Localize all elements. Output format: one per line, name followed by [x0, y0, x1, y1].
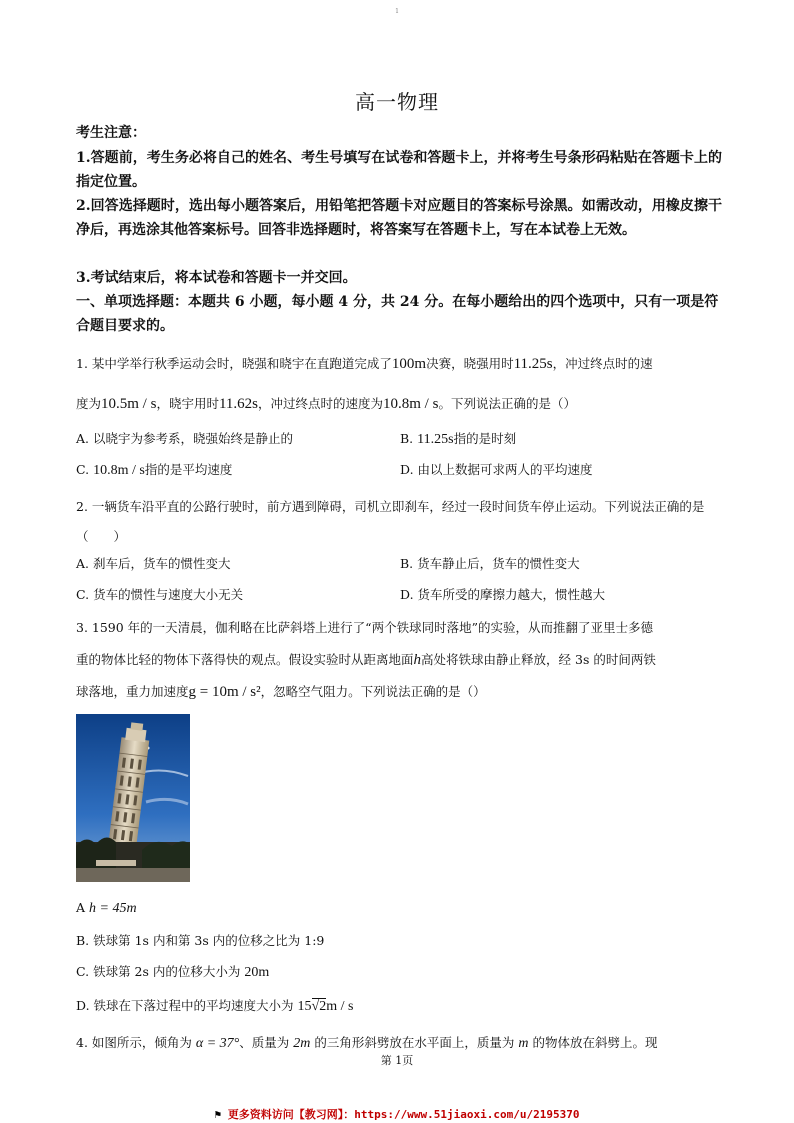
q3-option-c: C. 铁球第 2s 内的位移大小为 20m	[76, 964, 270, 980]
section-heading: 一、单项选择题：本题共 6 小题，每小题 4 分，共 24 分。在每小题给出的四个选项中，只有一项是符合题目要求的。	[76, 294, 719, 334]
q2-option-c: C. 货车的惯性与速度大小无关	[76, 587, 244, 602]
q2-option-b: B. 货车静止后，货车的惯性变大	[400, 556, 580, 571]
leaning-tower-photo	[76, 714, 190, 882]
question-3	[76, 614, 722, 706]
question-1-line-2: 度为10.5m / s，晓宇用时11.62s，冲过终点时的速度为10.8m / s。下列说法正确的是（）	[76, 396, 576, 412]
q3-option-d: D. 铁球在下落过程中的平均速度大小为 15√2m / s	[76, 998, 354, 1014]
question-3-line-2: 重的物体比轻的物体下落得快的观点。假设实验时从距离地面h高处将铁球由静止释放，经 3s 的时间两铁	[76, 652, 656, 668]
footer-link[interactable]: ⚑ 更多资料访问【教习网】：https://www.51jiaoxi.com/u/2195370	[214, 1108, 580, 1121]
q3-option-b: B. 铁球第 1s 内和第 3s 内的位移之比为 1:9	[76, 933, 325, 948]
question-3-line-3: 球落地，重力加速度g = 10m / s²，忽略空气阻力。下列说法正确的是（）	[76, 684, 486, 700]
notice-item-3: 3.考试结束后，将本试卷和答题卡一并交回。	[76, 270, 357, 286]
notice-item-1: 1.答题前，考生务必将自己的姓名、考生号填写在试卷和答题卡上，并将考生号条形码粘贴在答题卡上的指定位置。	[76, 150, 722, 190]
q1-option-c: C. 10.8m / s指的是平均速度	[76, 462, 233, 478]
q1-option-d: D. 由以上数据可求两人的平均速度	[400, 462, 593, 477]
question-2: 2. 一辆货车沿平直的公路行驶时，前方遇到障碍，司机立即刹车，经过一段时间货车停止运动。下列说法正确的是（ ）	[76, 499, 705, 544]
question-3-line-1: 3. 1590 年的一天清晨，伽利略在比萨斜塔上进行了“两个铁球同时落地”的实验，从而推翻了亚里士多德	[76, 620, 653, 635]
question-1-line-1: 1. 某中学举行秋季运动会时，晓强和晓宇在直跑道完成了100m决赛，晓强用时11.25s，冲过终点时的速	[76, 356, 653, 372]
page-number: 第 1页	[380, 1054, 414, 1067]
q1-option-b: B. 11.25s指的是时刻	[400, 431, 517, 447]
page-title: 高一物理	[355, 90, 439, 114]
q3-option-a: A h = 45m	[76, 900, 137, 916]
q1-option-a: A. 以晓宇为参考系，晓强始终是静止的	[76, 431, 293, 446]
question-1	[76, 350, 722, 418]
page-mark: 1	[395, 8, 399, 15]
q2-option-a: A. 刹车后，货车的惯性变大	[76, 556, 231, 571]
q2-option-d: D. 货车所受的摩擦力越大，惯性越大	[400, 587, 606, 602]
notice-item-2: 2.回答选择题时，选出每小题答案后，用铅笔把答题卡对应题目的答案标号涂黑。如需改动，用橡皮擦干净后，再选涂其他答案标号。回答非选择题时，将答案写在答题卡上，写在本试卷上无效。	[76, 198, 722, 238]
flag-icon: ⚑	[214, 1108, 228, 1121]
question-4: 4. 如图所示，倾角为 α = 37°、质量为 2m 的三角形斜劈放在水平面上，质量为 m 的物体放在斜劈上。现	[76, 1035, 658, 1051]
notice-heading: 考生注意：	[76, 125, 146, 141]
